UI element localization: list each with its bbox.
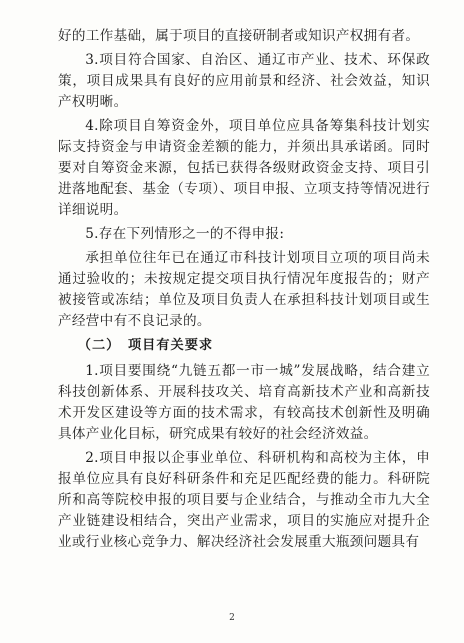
paragraph-exclusions: 承担单位往年已在通辽市科技计划项目立项的项目尚未通过验收的；未按规定提交项目执行情况年度报告的；财产被接管或冻结；单位及项目负责人在承担科技计划项目或生产经营中有不良记录的。 — [58, 250, 430, 329]
section-heading: （二） 项目有关要求 — [77, 338, 214, 353]
page-number: 2 — [229, 613, 235, 623]
paragraph-requirement-2: 2.项目申报以企事业单位、科研机构和高校为主体，申报单位应具有良好科研条件和充足匹配经费的能力。科研院所和高等院校申报的项目要与企业结合，与推动全市九大全产业链建设相结合，突出产业需求，项目的实施应对提升企业或行业核心竞争力、解决经济社会发展重大瓶颈问题具有 — [58, 450, 430, 550]
paragraph-item-4: 4.除项目自筹资金外，项目单位应具备筹集科技计划实际支持资金与申请资金差额的能力，并须出具承诺函。同时要对自筹资金来源，包括已获得各级财政资金支持、项目引进落地配套、基金（专项）、项目申报、立项支持等情况进行详细说明。 — [58, 118, 430, 218]
document-body — [58, 26, 430, 556]
paragraph-item-3: 3.项目符合国家、自治区、通辽市产业、技术、环保政策，项目成果具有良好的应用前景和经济、社会效益，知识产权明晰。 — [58, 52, 430, 110]
paragraph-item-5: 5.存在下列情形之一的不得申报: — [85, 226, 285, 242]
paragraph-requirement-1: 1.项目要围绕“九链五都一市一城”发展战略，结合建立科技创新体系、开展科技攻关、培育高新技术产业和高新技术开发区建设等方面的技术需求，有较高技术创新性及明确具体产业化目标，研究成果有较好的社会经济效益。 — [58, 363, 430, 442]
paragraph-foundation: 好的工作基础，属于项目的直接研制者或知识产权拥有者。 — [58, 28, 420, 44]
